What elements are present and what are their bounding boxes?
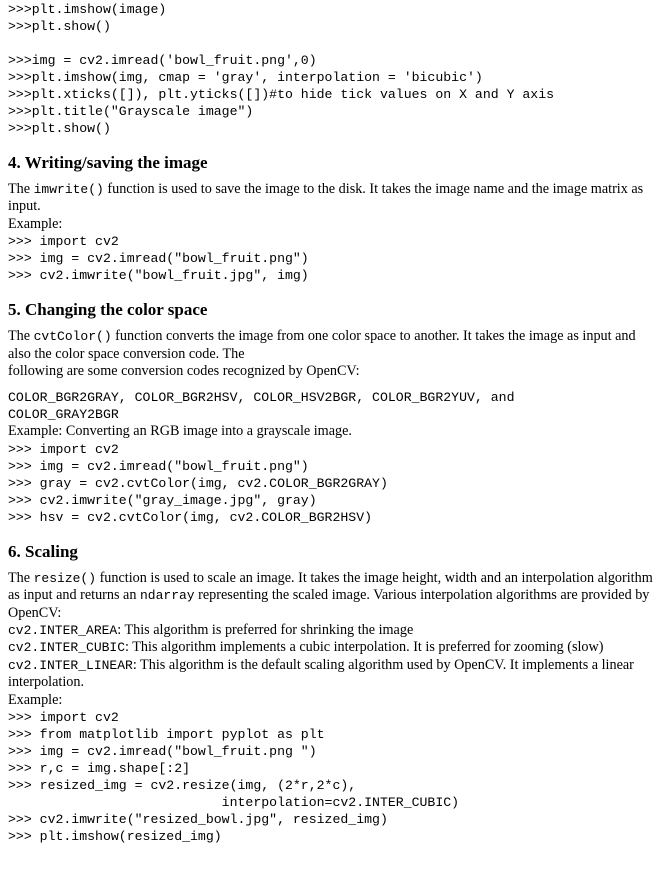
code-line: >>>plt.imshow(image) xyxy=(8,2,167,17)
code-line: >>>plt.show() xyxy=(8,121,111,136)
algo-inter-cubic: cv2.INTER_CUBIC: This algorithm implements a cubic interpolation. It is preferred for zooming (slow) xyxy=(8,639,604,656)
document-page xyxy=(8,0,658,845)
code-line: >>> resized_img = cv2.resize(img, (2*r,2*c), xyxy=(8,778,357,794)
paragraph-codes-intro: following are some conversion codes recognized by OpenCV: xyxy=(8,363,360,380)
code-line: >>> import cv2 xyxy=(8,234,119,250)
code-line: >>>plt.show() xyxy=(8,19,111,34)
code-line: >>>plt.xticks([]), plt.yticks([])#to hide tick values on X and Y axis xyxy=(8,87,555,102)
code-line: >>>plt.imshow(img, cmap = 'gray', interpolation = 'bicubic') xyxy=(8,70,483,85)
code-line: >>>plt.title("Grayscale image") xyxy=(8,104,254,119)
algo-inter-linear: cv2.INTER_LINEAR: This algorithm is the default scaling algorithm used by OpenCV. It implements a linear interpolation. xyxy=(8,656,634,691)
code-line: >>> import cv2 xyxy=(8,710,119,726)
code-line: interpolation=cv2.INTER_CUBIC) xyxy=(8,795,460,811)
conversion-codes: COLOR_GRAY2BGR xyxy=(8,407,119,423)
code-line: >>> r,c = img.shape[:2] xyxy=(8,761,191,777)
code-line: >>> import cv2 xyxy=(8,441,119,457)
paragraph-imwrite: The imwrite() function is used to save the image to the disk. It takes the image name and the image matrix as input. xyxy=(8,181,644,215)
example-label: Example: xyxy=(8,691,63,708)
code-line: >>> cv2.imwrite("bowl_fruit.jpg", img) xyxy=(8,268,309,284)
code-line: >>> img = cv2.imread("bowl_fruit.png ") xyxy=(8,744,317,760)
conversion-codes: COLOR_BGR2GRAY, COLOR_BGR2HSV, COLOR_HSV2BGR, COLOR_BGR2YUV, and xyxy=(8,390,515,406)
example-label: Example: Converting an RGB image into a grayscale image. xyxy=(8,423,352,440)
paragraph-cvtcolor: The cvtColor() function converts the image from one color space to another. It takes the image as input and also the color space conversion code. The xyxy=(8,328,636,362)
code-line: >>>img = cv2.imread('bowl_fruit.png',0) xyxy=(8,53,317,68)
code-line: >>> gray = cv2.cvtColor(img, cv2.COLOR_BGR2GRAY) xyxy=(8,475,388,491)
code-line: >>> from matplotlib import pyplot as plt xyxy=(8,727,325,743)
section-heading-scaling: 6. Scaling xyxy=(8,541,78,561)
example-label: Example: xyxy=(8,215,63,232)
paragraph-resize: The resize() function is used to scale an image. It takes the image height, width and an interpolation algorithm as input and returns an ndarray representing the scaled image. Various interpolation algorithms are provided by OpenCV: xyxy=(8,569,653,621)
code-line: >>> hsv = cv2.cvtColor(img, cv2.COLOR_BGR2HSV) xyxy=(8,509,373,525)
code-line xyxy=(8,35,658,52)
code-line: >>> cv2.imwrite("resized_bowl.jpg", resized_img) xyxy=(8,812,388,828)
section-heading-writing: 4. Writing/saving the image xyxy=(8,153,208,172)
code-line: >>> img = cv2.imread("bowl_fruit.png") xyxy=(8,458,309,474)
section-heading-color-space: 5. Changing the color space xyxy=(8,300,208,320)
code-line: >>> plt.imshow(resized_img) xyxy=(8,829,222,845)
code-line: >>> cv2.imwrite("gray_image.jpg", gray) xyxy=(8,492,317,508)
code-line: >>> img = cv2.imread("bowl_fruit.png") xyxy=(8,251,309,267)
algo-inter-area: cv2.INTER_AREA: This algorithm is preferred for shrinking the image xyxy=(8,622,414,639)
